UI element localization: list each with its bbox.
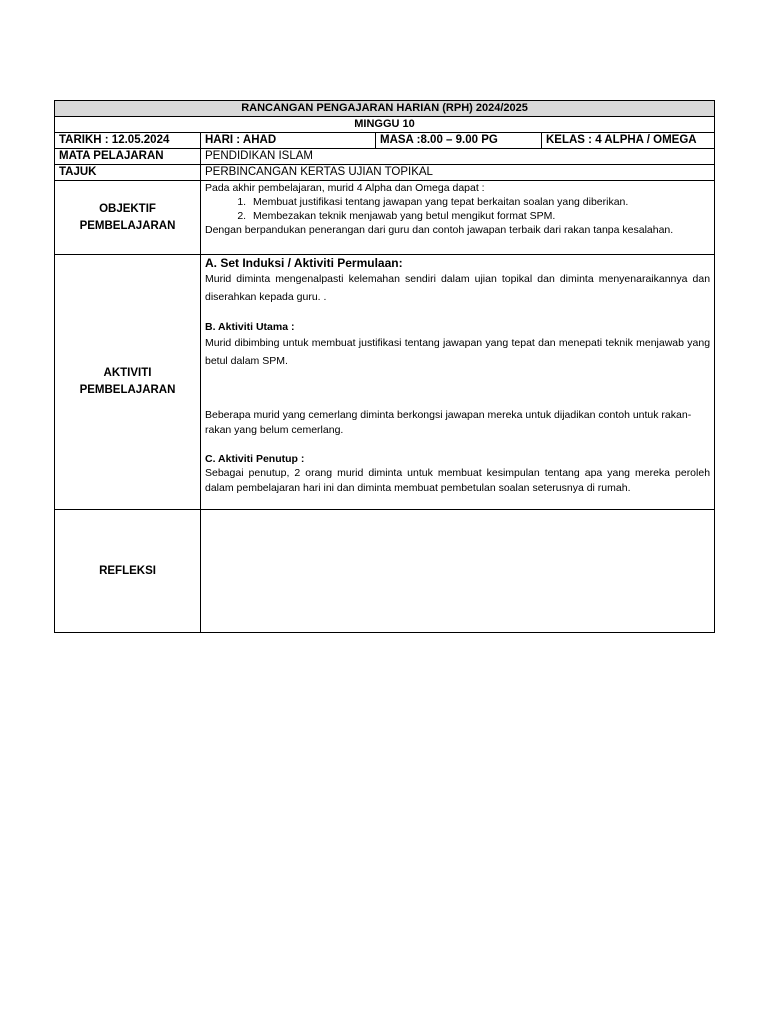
topic-value: PERBINCANGAN KERTAS UJIAN TOPIKAL xyxy=(201,165,715,181)
activities-label-line2: PEMBELAJARAN xyxy=(79,384,176,396)
objective-item: 2. Membezakan teknik menjawab yang betul mengikut format SPM. xyxy=(249,209,710,223)
info-row xyxy=(55,133,715,149)
induction-text: Murid diminta mengenalpasti kelemahan sendiri dalam ujian topikal dan diminta menyenaraikannya dan diserahkan kepada guru. . xyxy=(205,273,711,303)
objectives-closing: Dengan berpandukan penerangan dari guru dan contoh jawapan terbaik dari rakan tanpa kesalahan. xyxy=(205,224,674,236)
objectives-label-line2: PEMBELAJARAN xyxy=(79,219,176,232)
objectives-content xyxy=(201,181,715,255)
objectives-list xyxy=(205,195,710,223)
objectives-label xyxy=(55,181,201,255)
objectives-intro: Pada akhir pembelajaran, murid 4 Alpha dan Omega dapat : xyxy=(205,182,485,194)
main-activity-heading: B. Aktiviti Utama : xyxy=(205,321,295,333)
subject-row xyxy=(55,149,715,165)
reflection-row xyxy=(55,510,715,633)
day-cell: HARI : AHAD xyxy=(201,133,376,149)
title-row xyxy=(55,101,715,117)
objectives-label-line1: OBJEKTIF xyxy=(99,202,156,215)
time-cell: MASA :8.00 – 9.00 PG xyxy=(376,133,542,149)
closing-activity-heading: C. Aktiviti Penutup : xyxy=(205,453,305,465)
main-activity-text: Murid dibimbing untuk membuat justifikasi tentang jawapan yang tepat dan menepati teknik menjawab yang betul dalam SPM. xyxy=(205,337,711,367)
week-label: MINGGU 10 xyxy=(55,117,715,133)
activities-content xyxy=(201,255,715,510)
activities-label xyxy=(55,255,201,510)
subject-value: PENDIDIKAN ISLAM xyxy=(201,149,715,165)
subject-label: MATA PELAJARAN xyxy=(55,149,201,165)
rph-table xyxy=(54,100,715,633)
topic-row xyxy=(55,165,715,181)
objectives-row xyxy=(55,181,715,255)
objective-item: 1. Membuat justifikasi tentang jawapan yang tepat berkaitan soalan yang diberikan. xyxy=(249,195,710,209)
main-activity-text-2: Beberapa murid yang cemerlang diminta berkongsi jawapan mereka untuk dijadikan contoh untuk rakan-rakan yang belum cemerlang. xyxy=(205,409,692,436)
activities-row xyxy=(55,255,715,510)
reflection-label: REFLEKSI xyxy=(55,510,201,633)
date-cell: TARIKH : 12.05.2024 xyxy=(55,133,201,149)
reflection-content xyxy=(201,510,715,633)
induction-heading: A. Set Induksi / Aktiviti Permulaan: xyxy=(205,256,403,270)
rph-document xyxy=(54,100,714,633)
closing-activity-text: Sebagai penutup, 2 orang murid diminta untuk membuat kesimpulan tentang apa yang mereka peroleh dalam pembelajaran hari ini dan diminta membuat pembetulan soalan seterusnya di rumah. xyxy=(205,467,711,494)
topic-label: TAJUK xyxy=(55,165,201,181)
document-title: RANCANGAN PENGAJARAN HARIAN (RPH) 2024/2025 xyxy=(55,101,715,117)
class-cell: KELAS : 4 ALPHA / OMEGA xyxy=(542,133,715,149)
week-row xyxy=(55,117,715,133)
activities-label-line1: AKTIVITI xyxy=(103,367,152,379)
